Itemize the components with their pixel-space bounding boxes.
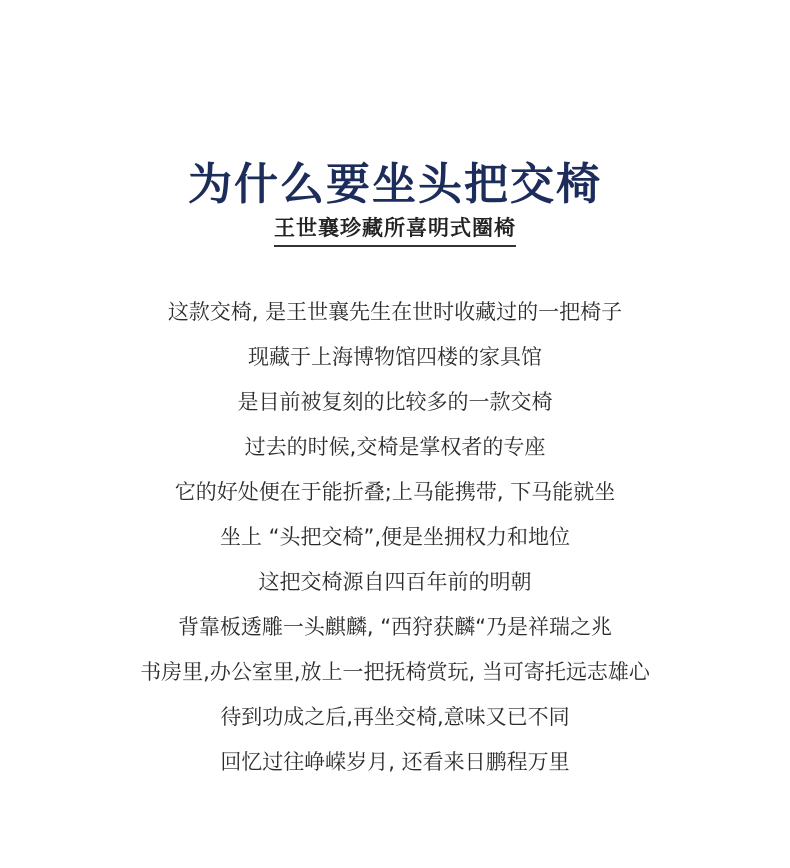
subtitle-container: [0, 213, 790, 247]
body-line: 这把交椅源自四百年前的明朝: [258, 570, 532, 594]
body-line: 书房里,办公室里,放上一把抚椅赏玩, 当可寄托远志雄心: [140, 660, 650, 684]
body-line: 它的好处便在于能折叠;上马能携带, 下马能就坐: [174, 480, 616, 504]
body-line: 现藏于上海博物馆四楼的家具馆: [248, 345, 542, 369]
body-text: [0, 293, 790, 788]
body-line: 是目前被复刻的比较多的一款交椅: [237, 390, 553, 414]
body-line: 待到功成之后,再坐交椅,意味又已不同: [220, 705, 570, 729]
page-title: 为什么要坐头把交椅: [188, 159, 602, 211]
body-line: 这款交椅, 是王世襄先生在世时收藏过的一把椅子: [167, 300, 623, 324]
body-line: 过去的时候,交椅是掌权者的专座: [244, 435, 546, 459]
body-line: 回忆过往峥嵘岁月, 还看来日鹏程万里: [220, 750, 570, 774]
body-line: 背靠板透雕一头麒麟, “西狩获麟“乃是祥瑞之兆: [177, 615, 613, 639]
body-line: 坐上 “头把交椅”,便是坐拥权力和地位: [219, 525, 571, 549]
page-subtitle: 王世襄珍藏所喜明式圈椅: [274, 213, 516, 247]
